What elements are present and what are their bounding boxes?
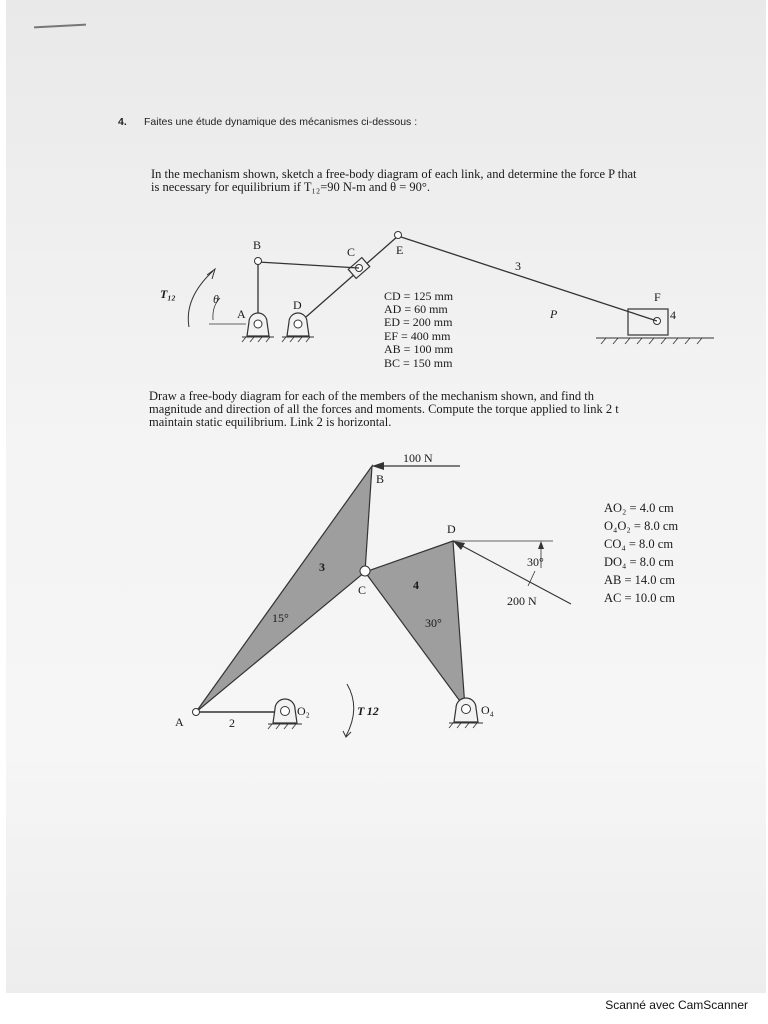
paper-sheet (6, 0, 766, 993)
label-link4: 4 (413, 578, 419, 592)
dimension: EF = 400 mm (384, 329, 451, 343)
torque-T12-arc (346, 684, 354, 736)
label-D: D (447, 522, 456, 536)
pin-A (193, 709, 200, 716)
dimension: CO₄ = 8.0 cm (604, 537, 674, 551)
force-200N-arrowhead (453, 541, 465, 550)
link-4-triangle (365, 541, 465, 708)
force-100N-arrowhead (372, 462, 384, 470)
label-T12: T 12 (357, 704, 379, 718)
label-angle-30-inner: 30° (425, 616, 442, 630)
label-F: F (654, 290, 661, 304)
label-angle-30-outer: 30° (527, 555, 544, 569)
label-C: C (358, 583, 367, 597)
label-link2: 2 (229, 716, 235, 730)
problem2-line: Draw a free-body diagram for each of the members of the mechanism shown, and find th (149, 389, 594, 403)
label-link3: 3 (515, 259, 521, 273)
label-C: C (347, 245, 356, 259)
dimension: O₄O₂ = 8.0 cm (604, 519, 679, 533)
dimension: AB = 14.0 cm (604, 573, 675, 587)
dimension: AD = 60 mm (384, 302, 448, 316)
label-link4: 4 (670, 308, 676, 322)
label-A: A (237, 307, 246, 321)
question-number: 4. (118, 116, 127, 128)
problem1-line: In the mechanism shown, sketch a free-body diagram of each link, and determine the force P that (151, 167, 637, 181)
label-force-200N: 200 N (507, 594, 537, 608)
problem2-line: magnitude and direction of all the forces and moments. Compute the torque applied to link 2 t (149, 402, 619, 416)
label-link3: 3 (319, 560, 325, 574)
pin-C (360, 566, 370, 576)
mechanism-figure-2 (6, 0, 766, 993)
label-P: P (550, 307, 558, 321)
dimension: DO₄ = 8.0 cm (604, 555, 674, 569)
label-B: B (376, 472, 385, 486)
problem1-line: is necessary for equilibrium if T₁₂=90 N-m and θ = 90°. (151, 180, 431, 194)
label-E: E (396, 243, 404, 257)
dimension: CD = 125 mm (384, 289, 454, 303)
label-D: D (293, 298, 302, 312)
dimension: BC = 150 mm (384, 356, 453, 370)
label-theta: θ (213, 292, 219, 306)
problem2-line: maintain static equilibrium. Link 2 is horizontal. (149, 415, 392, 429)
label-O2: O₂ (297, 704, 310, 718)
label-A: A (175, 715, 184, 729)
ground-pivot-O4 (449, 698, 483, 728)
angle-arrowhead-up (538, 541, 544, 549)
label-O4: O₄ (481, 703, 494, 717)
scanner-watermark: Scanné avec CamScanner (605, 998, 748, 1012)
problem2-dimensions (604, 501, 678, 605)
label-angle-15: 15° (272, 611, 289, 625)
label-T12: T₁₂ (160, 287, 176, 301)
link-3-triangle (196, 466, 372, 712)
question-title: Faites une étude dynamique des mécanismes ci-dessous : (144, 116, 418, 128)
dimension: AC = 10.0 cm (604, 591, 675, 605)
dimension: ED = 200 mm (384, 315, 453, 329)
dimension: AB = 100 mm (384, 342, 454, 356)
label-B: B (253, 238, 262, 252)
dimension: AO₂ = 4.0 cm (604, 501, 674, 515)
label-force-100N: 100 N (403, 451, 433, 465)
